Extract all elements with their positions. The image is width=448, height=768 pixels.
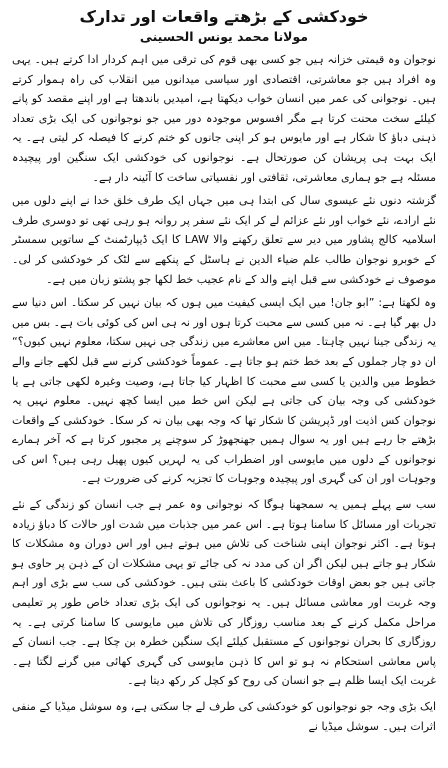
paragraph-2: گزشتہ دنوں نئے عیسوی سال کی ابتدا ہی میں جہاں ایک طرف خلق خدا نے اپنے دلوں میں نئے ارادے، نئے خواب اور نئے عزائم لے کر ایک نئے سفر پر روانہ ہو رہی تھی تو دوسری طرف اسلامیہ کالج پشاور میں دیر سے تعلق رکھنے والا LAW کا ایک ڈیپارٹمنٹ کے ساتویں سمسٹر کے خوبرو نوجوان طالب علم ضیاء الدین نے ہاسٹل کے پنکھے سے لٹک کر خودکشی کر لی۔ موصوف نے خودکشی سے قبل اپنے والد کے نام عجیب خط لکھا جو پشتو زبان میں ہے۔ bbox=[12, 194, 436, 286]
paragraph-1: نوجوان وہ قیمتی خزانہ ہیں جو کسی بھی قوم کی ترقی میں اہم کردار ادا کرتے ہیں۔ یہی وہ افراد ہیں جو معاشرتی، اقتصادی اور سیاسی میدانوں میں انقلاب کی راہ ہموار کرتے ہیں۔ نوجوانی کی عمر میں انسان خواب دیکھتا ہے، امیدیں باندھتا ہے اور اپنے مقصد کو پانے کیلئے سخت محنت کرتا ہے مگر افسوس موجودہ دور میں جو نوجوانوں کی ایک بڑی تعداد ذہنی دباؤ کا شکار ہے اور مایوس ہو کر اپنی جانوں کو ختم کرنے کا فیصلہ کر لیتی ہے۔ یہ ایک بہت ہی پریشان کن صورتحال ہے۔ نوجوانوں کی خودکشی ایک سنگین اور پیچیدہ مسئلہ ہے جو ہماری معاشرتی، ثقافتی اور نفسیاتی ساخت کا آئینہ دار ہے۔ bbox=[12, 53, 436, 184]
article-title: خودکشی کے بڑھتے واقعات اور تدارک bbox=[79, 7, 369, 26]
paragraph-5: ایک بڑی وجہ جو نوجوانوں کو خودکشی کی طرف لے جا سکتی ہے، وہ سوشل میڈیا کے منفی اثرات ہیں۔ سوشل میڈیا نے bbox=[12, 700, 436, 733]
paragraph-3: وہ لکھتا ہے: ”ابو جان! میں ایک ایسی کیفیت میں ہوں کہ بیان نہیں کر سکتا۔ اس دنیا سے دل بھر گیا ہے۔ نہ میں کسی سے محبت کرتا ہوں اور نہ ہی اس کی کوئی بات ہے۔ بس میں یہ زندگی جینا نہیں چاہتا۔ میں اس معاشرے میں زندگی جی نہیں سکتا، معلوم نہیں کیوں؟“ ان دو چار جملوں کے بعد خط ختم ہو جاتا ہے۔ عموماً خودکشی کرنے سے قبل لکھے جانے والے خطوط میں والدین یا کسی سے محبت کا اظہار کیا جاتا ہے، وصیت وغیرہ لکھی جاتی ہے یا خودکشی کی وجہ بیان کی جاتی ہے لیکن اس خط میں ایسا کچھ نہیں۔ معلوم نہیں یہ نوجوان کس اذیت اور ڈپریشن کا شکار تھا کہ وجہ بھی بیان نہ کر سکا۔ خودکشی کے واقعات بڑھتے جا رہے ہیں اور یہ سوال ہمیں جھنجھوڑ کر سوچنے پر مجبور کرتا ہے کہ آخر ہمارے نوجوانوں کے دلوں میں مایوسی اور اضطراب کی یہ لہریں کیوں پھیل رہی ہیں؟ اس کی وجوہات اور ان کی گہری اور پیچیدہ وجوہات کا تجزیہ کرنے کی ضرورت ہے۔ bbox=[12, 296, 436, 486]
paragraph-4: سب سے پہلے ہمیں یہ سمجھنا ہوگا کہ نوجوانی وہ عمر ہے جب انسان کو زندگی کے نئے تجربات اور مسائل کا سامنا ہوتا ہے۔ اس عمر میں جذبات میں شدت اور حالات کا دباؤ زیادہ ہوتا ہے۔ اکثر نوجوان اپنی شناخت کی تلاش میں ہوتے ہیں اور اس دوران وہ مشکلات کا شکار ہو جاتے ہیں لیکن اگر ان کی مدد نہ کی جائے تو یہی مشکلات ان کے ذہن پر حاوی ہو جاتی ہیں جو بعض اوقات خودکشی کا باعث بنتی ہیں۔ خودکشی کی سب سے بڑی اور اہم وجہ غربت اور معاشی مسائل ہیں۔ یہ نوجوانوں کی ایک بڑی تعداد خاص طور پر تعلیمی مراحل مکمل کرنے کے بعد مناسب روزگار کی تلاش میں مایوسی کا سامنا کرتی ہے۔ یہ روزگاری کا بحران نوجوانوں کے مستقبل کیلئے ایک سنگین خطرہ بن چکا ہے۔ جب انسان کے پاس معاشی استحکام نہ ہو تو اس کا ذہن مایوسی کی گہری کھائی میں گرنے لگتا ہے۔ غربت ایک ایسا ظلم ہے جو انسان کی روح کو کچل کر رکھ دیتا ہے۔ bbox=[12, 498, 436, 688]
article-author: مولانا محمد یونس الحسینی bbox=[139, 29, 309, 44]
